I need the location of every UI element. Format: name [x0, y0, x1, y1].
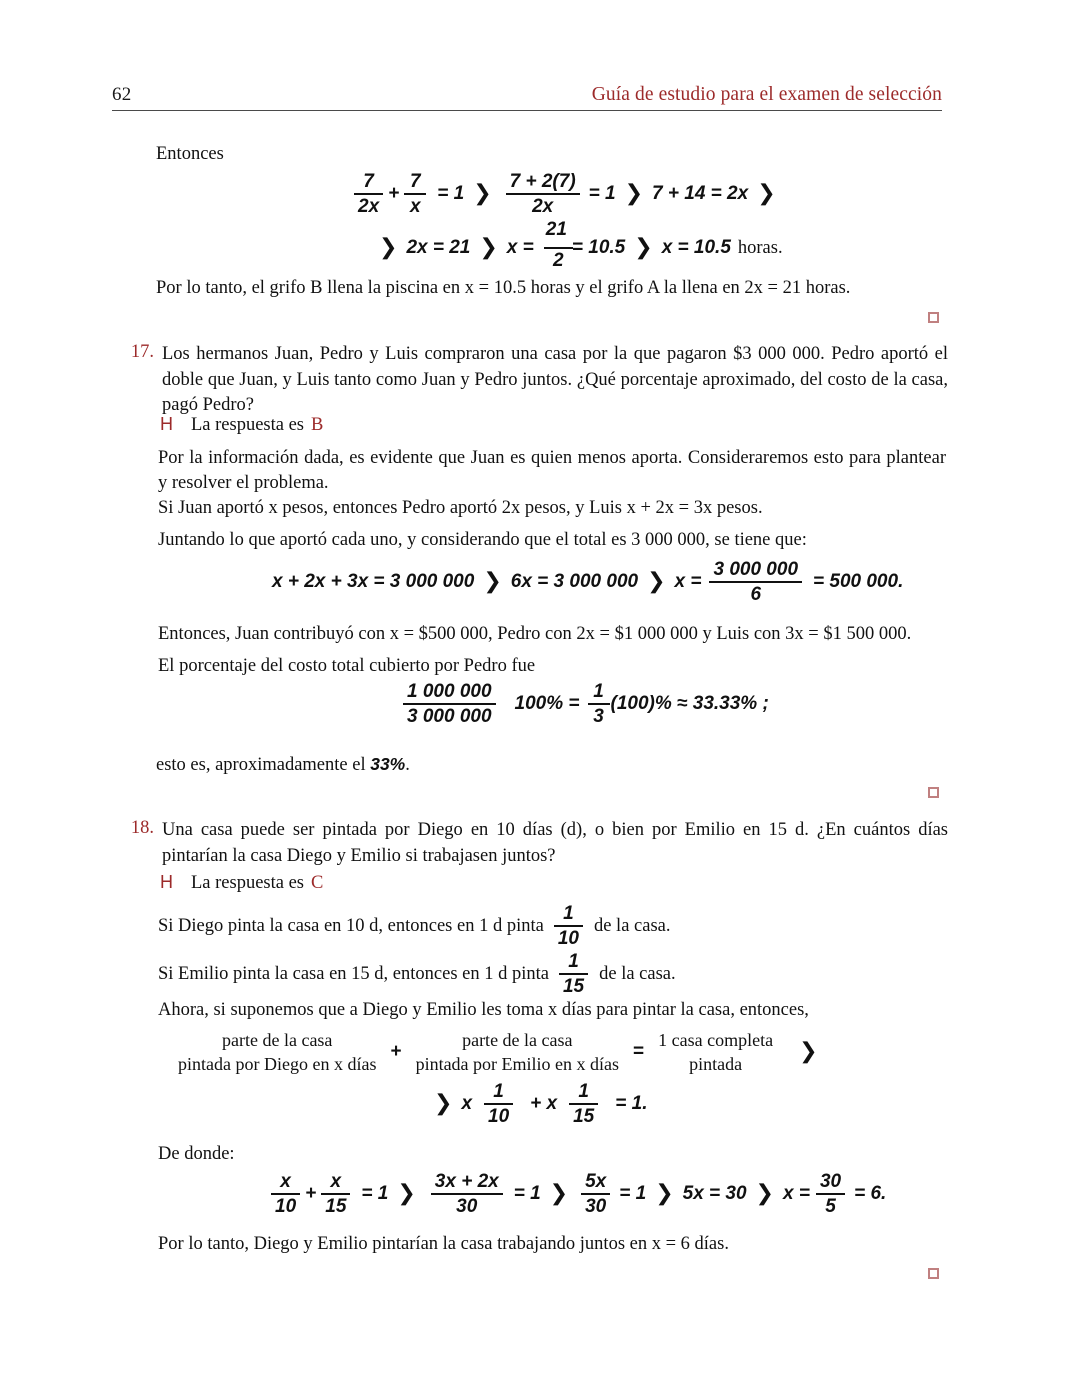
problem-17-paragraph-1: Por la información dada, es evidente que Juan es quien menos aporta. Consideraremos esto para plantear y resolver el problema. — [158, 448, 946, 493]
fraction-bar — [404, 193, 426, 195]
problem-18-line-1 — [158, 904, 671, 949]
fraction-7-over-2x: $\frac{7}{2x}$ — [354, 172, 383, 217]
equals-one-3: = 1 — [619, 1183, 647, 1205]
fraction-bar — [588, 703, 610, 705]
page-header — [112, 84, 942, 111]
plus-operator: + — [390, 1041, 402, 1062]
problem-18-paragraph-1: Ahora, si suponemos que a Diego y Emilio les toma x días para pintar la casa, entonces, — [158, 1000, 809, 1020]
equation-17-main — [272, 560, 903, 605]
word-equation-term-3 — [658, 1028, 773, 1076]
fraction-21-over-2: $\frac{21}{2}$ — [544, 226, 573, 271]
word-equation-term-2 — [416, 1028, 619, 1076]
problem-18-answer — [160, 872, 323, 894]
equation-18-substituted — [425, 1082, 647, 1127]
hint-marker-icon: H — [160, 414, 173, 434]
twox-equals-21: 2x = 21 — [406, 237, 471, 259]
fraction-1-over-15: $\frac{1}{15}$ — [569, 1082, 598, 1127]
implies-arrow-icon: ❯ — [799, 1039, 818, 1064]
equals-operator: = — [633, 1041, 645, 1062]
equals-one: = 1. — [615, 1093, 648, 1115]
fraction-bar — [321, 1193, 350, 1195]
fraction-x-over-10: $\frac{x}{10}$ — [271, 1172, 300, 1217]
term-2-line-1: parte de la casa — [462, 1030, 573, 1050]
de-donde-label: De donde: — [158, 1144, 235, 1164]
equation-intro-line2 — [370, 219, 783, 272]
problem-17-statement: Los hermanos Juan, Pedro y Luis compraron una casa por la que pagaron $3 000 000. Pedro aportó el doble que Juan, y Luis tanto como Juan y Pedro juntos. ¿Qué porcentaje aproximado, del costo de la casa, pagó Pedro? — [162, 344, 948, 415]
equals-one: = 1 — [437, 183, 465, 205]
line-2-prefix: Si Emilio pinta la casa en 15 d, entonces en 1 d pinta — [158, 963, 549, 984]
final-result: = 6. — [854, 1183, 887, 1205]
fraction-bar — [554, 925, 583, 927]
equation-17-percentage — [398, 682, 769, 727]
problem-17-conclusion — [156, 752, 410, 778]
term-1-line-1: parte de la casa — [222, 1030, 333, 1050]
sum-expression: x + 2x + 3x = 3 000 000 — [272, 571, 475, 593]
hundred-percent-equals: 100% = — [514, 693, 580, 715]
fraction-x-over-15: $\frac{x}{15}$ — [321, 1172, 350, 1217]
conclusion-prefix: esto es, aproximadamente el — [156, 755, 371, 775]
fraction-bar — [569, 1103, 598, 1105]
implies-arrow-icon: ❯ — [483, 569, 502, 595]
implies-arrow-icon: ❯ — [379, 235, 398, 261]
problem-17-number: 17. — [130, 342, 154, 362]
fraction-5x-over-30: $\frac{5x}{30}$ — [581, 1172, 610, 1217]
fraction-bar — [709, 581, 802, 583]
problem-17 — [128, 342, 948, 419]
term-3-line-1: 1 casa completa — [658, 1030, 774, 1050]
fraction-bar — [544, 247, 573, 249]
answer-letter: C — [311, 873, 324, 893]
term-1-line-2: pintada por Diego en x días — [178, 1054, 377, 1074]
problem-17-paragraph-2: Si Juan aportó x pesos, entonces Pedro aportó 2x pesos, y Luis x + 2x = 3x pesos. — [158, 498, 763, 518]
equals-one-b: = 1 — [588, 183, 616, 205]
x-equals-label: x = — [674, 571, 702, 593]
line-1-suffix: de la casa. — [593, 915, 671, 936]
fraction-bar — [354, 193, 383, 195]
fraction-1-over-10: $\frac{1}{10}$ — [484, 1082, 513, 1127]
end-of-proof-square — [928, 312, 939, 323]
plus-x: + x — [530, 1093, 558, 1115]
fraction-bar — [559, 973, 588, 975]
fraction-bar — [816, 1193, 845, 1195]
fraction-bar — [403, 703, 496, 705]
implies-arrow-icon: ❯ — [434, 1091, 453, 1117]
fraction-bar — [431, 1193, 503, 1195]
problem-18-statement: Una casa puede ser pintada por Diego en 10 días (d), o bien por Emilio en 15 d. ¿En cuántos días pintarían la casa Diego y Emilio si trabajasen juntos? — [162, 820, 948, 866]
end-of-proof-square — [928, 1268, 939, 1279]
problem-17-paragraph-5: El porcentaje del costo total cubierto por Pedro fue — [158, 656, 536, 676]
term-3-line-2: pintada — [689, 1054, 743, 1074]
problem-18 — [128, 818, 948, 869]
fraction-bar — [581, 1193, 610, 1195]
implies-arrow-icon: ❯ — [479, 235, 498, 261]
final-x-value: x = 10.5 — [661, 237, 731, 259]
end-of-proof-square — [928, 787, 939, 798]
equals-ten-point-five: = 10.5 — [571, 237, 626, 259]
line-2-suffix: de la casa. — [599, 963, 676, 984]
equation-tail: 7 + 14 = 2x — [652, 183, 749, 205]
implies-arrow-icon: ❯ — [634, 235, 653, 261]
variable-x: x — [461, 1093, 473, 1115]
word-equation — [178, 1028, 832, 1076]
percentage-tail: (100)% ≈ 33.33% ; — [610, 693, 769, 715]
answer-letter: B — [311, 415, 324, 435]
intro-conclusion: Por lo tanto, el grifo B llena la piscina en x = 10.5 horas y el grifo A la llena en 2x = 21 horas. — [156, 278, 851, 298]
problem-18-number: 18. — [130, 818, 154, 838]
header-title: Guía de estudio para el examen de selección — [591, 84, 942, 105]
fraction-7plus2x7-over-2x: $\frac{7 + 2(7)}{2x}$ — [506, 172, 580, 217]
implies-arrow-icon: ❯ — [647, 569, 666, 595]
fraction-1-over-15: $\frac{1}{15}$ — [559, 952, 588, 997]
equation-intro-line1 — [349, 172, 785, 217]
equals-one-1: = 1 — [361, 1183, 389, 1205]
conclusion-suffix: . — [405, 755, 410, 775]
term-2-line-2: pintada por Emilio en x días — [415, 1054, 620, 1074]
hint-marker-icon: H — [160, 872, 173, 892]
fraction-7-over-x: $\frac{7}{x}$ — [404, 172, 426, 217]
fraction-1-over-10: $\frac{1}{10}$ — [554, 904, 583, 949]
fraction-bar — [484, 1103, 513, 1105]
fraction-bar — [271, 1193, 300, 1195]
problem-17-answer — [160, 414, 323, 436]
problem-17-paragraph-3: Juntando lo que aportó cada uno, y considerando que el total es 3 000 000, se tiene que: — [158, 530, 807, 550]
implies-arrow-icon: ❯ — [655, 1181, 674, 1207]
equation-17-result: = 500 000. — [813, 571, 904, 593]
fraction-30-over-5: $\frac{30}{5}$ — [816, 1172, 845, 1217]
fraction-3000000-over-6: $\frac{3 000 000}{6}$ — [709, 560, 802, 605]
plus-operator: + — [388, 183, 400, 205]
implies-arrow-icon: ❯ — [397, 1181, 416, 1207]
word-equation-term-1 — [178, 1028, 376, 1076]
equals-one-2: = 1 — [513, 1183, 541, 1205]
fraction-bar — [506, 193, 580, 195]
fraction-1-over-3: $\frac{1}{3}$ — [588, 682, 610, 727]
six-x-expression: 6x = 3 000 000 — [510, 571, 639, 593]
x-equals-label: x = — [506, 237, 534, 259]
implies-arrow-icon: ❯ — [755, 1181, 774, 1207]
plus-operator: + — [305, 1183, 317, 1205]
fraction-1000000-over-3000000: $\frac{1 000 000}{3 000 000}$ — [403, 682, 496, 727]
conclusion-value: 33% — [370, 754, 406, 774]
implies-arrow-icon: ❯ — [549, 1181, 569, 1207]
x-equals-label: x = — [782, 1183, 810, 1205]
problem-18-line-2 — [158, 952, 676, 997]
entonces-label: Entonces — [156, 144, 224, 164]
implies-arrow-icon: ❯ — [473, 181, 492, 207]
equation-18-final-chain — [266, 1172, 886, 1217]
unit-horas: horas. — [737, 237, 783, 258]
implies-arrow-icon: ❯ — [757, 181, 776, 207]
answer-label: La respuesta es — [191, 415, 305, 435]
answer-label: La respuesta es — [191, 873, 305, 893]
five-x-equals-30: 5x = 30 — [682, 1183, 747, 1205]
line-1-prefix: Si Diego pinta la casa en 10 d, entonces en 1 d pinta — [158, 915, 544, 936]
problem-18-conclusion: Por lo tanto, Diego y Emilio pintarían la casa trabajando juntos en x = 6 días. — [158, 1234, 729, 1254]
implies-arrow-icon: ❯ — [624, 181, 644, 207]
problem-17-paragraph-4: Entonces, Juan contribuyó con x = $500 000, Pedro con 2x = $1 000 000 y Luis con 3x = $1 500 000. — [158, 624, 912, 644]
fraction-3x-plus-2x-over-30: $\frac{3x + 2x}{30}$ — [431, 1172, 503, 1217]
page-number: 62 — [112, 84, 132, 105]
